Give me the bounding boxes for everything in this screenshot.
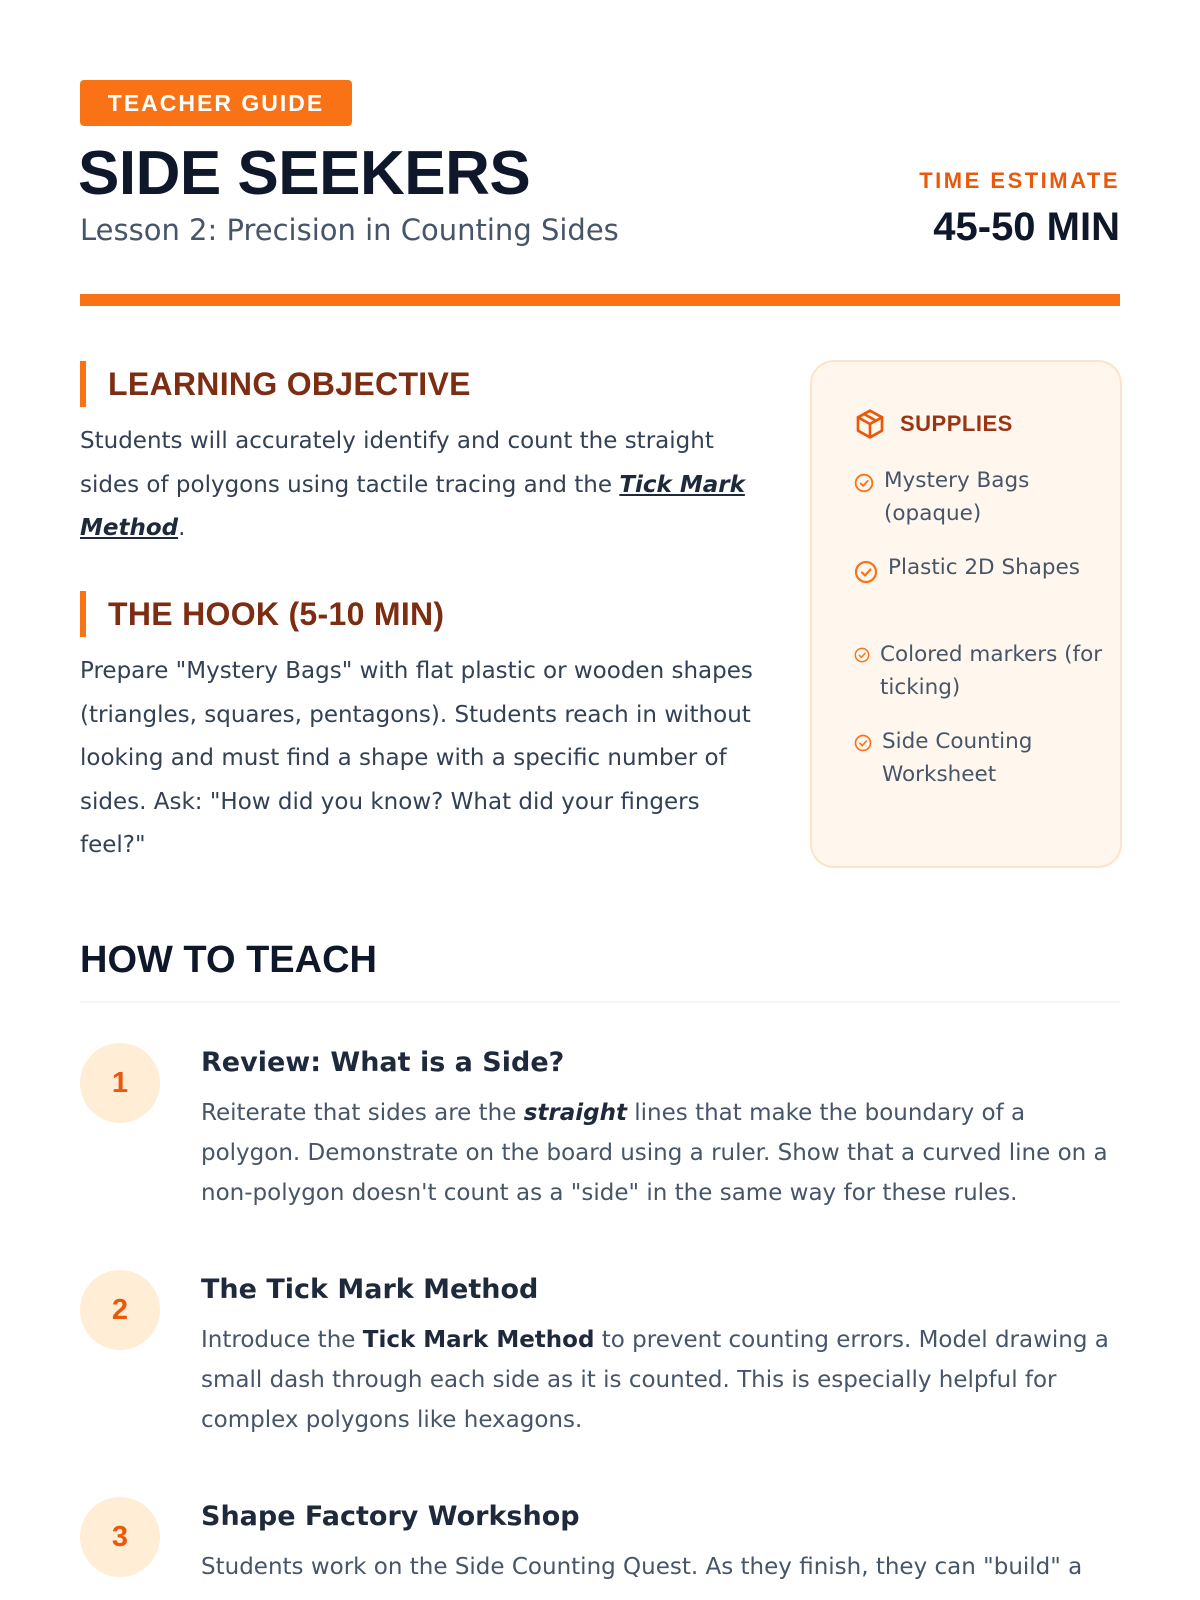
learning-objective-heading: LEARNING OBJECTIVE bbox=[80, 361, 471, 407]
step-text: Students work on the Side Counting Quest. As they finish, they can "build" a bbox=[201, 1554, 1083, 1580]
tick-mark-method-emphasis: Tick Mark Method bbox=[80, 471, 745, 541]
supply-item-label: Colored markers (for ticking) bbox=[880, 642, 1103, 700]
supply-item bbox=[854, 464, 1104, 530]
check-circle-icon bbox=[854, 647, 870, 663]
header-divider bbox=[80, 294, 1120, 306]
straight-emphasis: straight bbox=[523, 1100, 627, 1126]
supplies-heading: SUPPLIES bbox=[900, 411, 1013, 436]
learning-objective-text bbox=[80, 420, 770, 551]
how-to-teach-heading: HOW TO TEACH bbox=[80, 939, 377, 981]
teacher-guide-badge: TEACHER GUIDE bbox=[80, 80, 352, 126]
box-icon bbox=[854, 408, 886, 440]
step-title: Shape Factory Workshop bbox=[201, 1501, 580, 1532]
supply-item-label: Side Counting Worksheet bbox=[882, 729, 1033, 787]
supply-item bbox=[854, 638, 1104, 704]
step-text-before: Reiterate that sides are the bbox=[201, 1100, 524, 1126]
step-text bbox=[201, 1320, 1121, 1440]
step-2 bbox=[80, 1270, 1120, 1450]
tick-mark-method-emphasis: Tick Mark Method bbox=[362, 1327, 595, 1353]
step-text-after: lines that make the boundary of a polygon. Demonstrate on the board using a ruler. Show that a curved line on a non-polygon doesn't count as a "side" in the same way for these rules. bbox=[201, 1100, 1108, 1206]
step-3 bbox=[80, 1497, 1120, 1600]
check-circle-icon bbox=[854, 473, 874, 493]
step-number-badge: 3 bbox=[80, 1497, 160, 1577]
supply-item bbox=[854, 551, 1104, 584]
step-text-after: to prevent counting errors. Model drawing a small dash through each side as it is counted. This is especially helpful for complex polygons like hexagons. bbox=[201, 1327, 1109, 1433]
step-title: The Tick Mark Method bbox=[201, 1274, 539, 1305]
check-circle-icon bbox=[854, 560, 878, 584]
objective-text-before: Students will accurately identify and count the straight sides of polygons using tactile tracing and the bbox=[80, 428, 714, 498]
check-circle-icon bbox=[854, 734, 872, 752]
step-number-badge: 1 bbox=[80, 1043, 160, 1123]
step-number-badge: 2 bbox=[80, 1270, 160, 1350]
time-estimate-value: 45-50 MIN bbox=[933, 205, 1120, 249]
how-to-teach-divider bbox=[80, 1001, 1120, 1003]
step-1 bbox=[80, 1043, 1120, 1223]
supply-item-label: Plastic 2D Shapes bbox=[888, 555, 1080, 580]
supplies-panel bbox=[810, 360, 1122, 868]
step-text bbox=[201, 1093, 1121, 1213]
supply-item-label: Mystery Bags (opaque) bbox=[884, 468, 1030, 526]
step-title: Review: What is a Side? bbox=[201, 1047, 565, 1078]
hook-heading: THE HOOK (5-10 MIN) bbox=[80, 591, 444, 637]
step-text-before: Introduce the bbox=[201, 1327, 363, 1353]
lesson-subtitle: Lesson 2: Precision in Counting Sides bbox=[80, 213, 619, 247]
page-title: SIDE SEEKERS bbox=[78, 139, 531, 208]
hook-text: Prepare "Mystery Bags" with flat plastic or wooden shapes (triangles, squares, pentagons). Students reach in without looking and must find a shape with a specific number of sides. Ask: "How did you know? What did your fingers feel?" bbox=[80, 658, 753, 858]
objective-text-after: . bbox=[178, 515, 186, 541]
supplies-heading-row bbox=[854, 404, 1013, 444]
supply-item bbox=[854, 725, 1104, 791]
time-estimate-label: TIME ESTIMATE bbox=[919, 168, 1120, 193]
